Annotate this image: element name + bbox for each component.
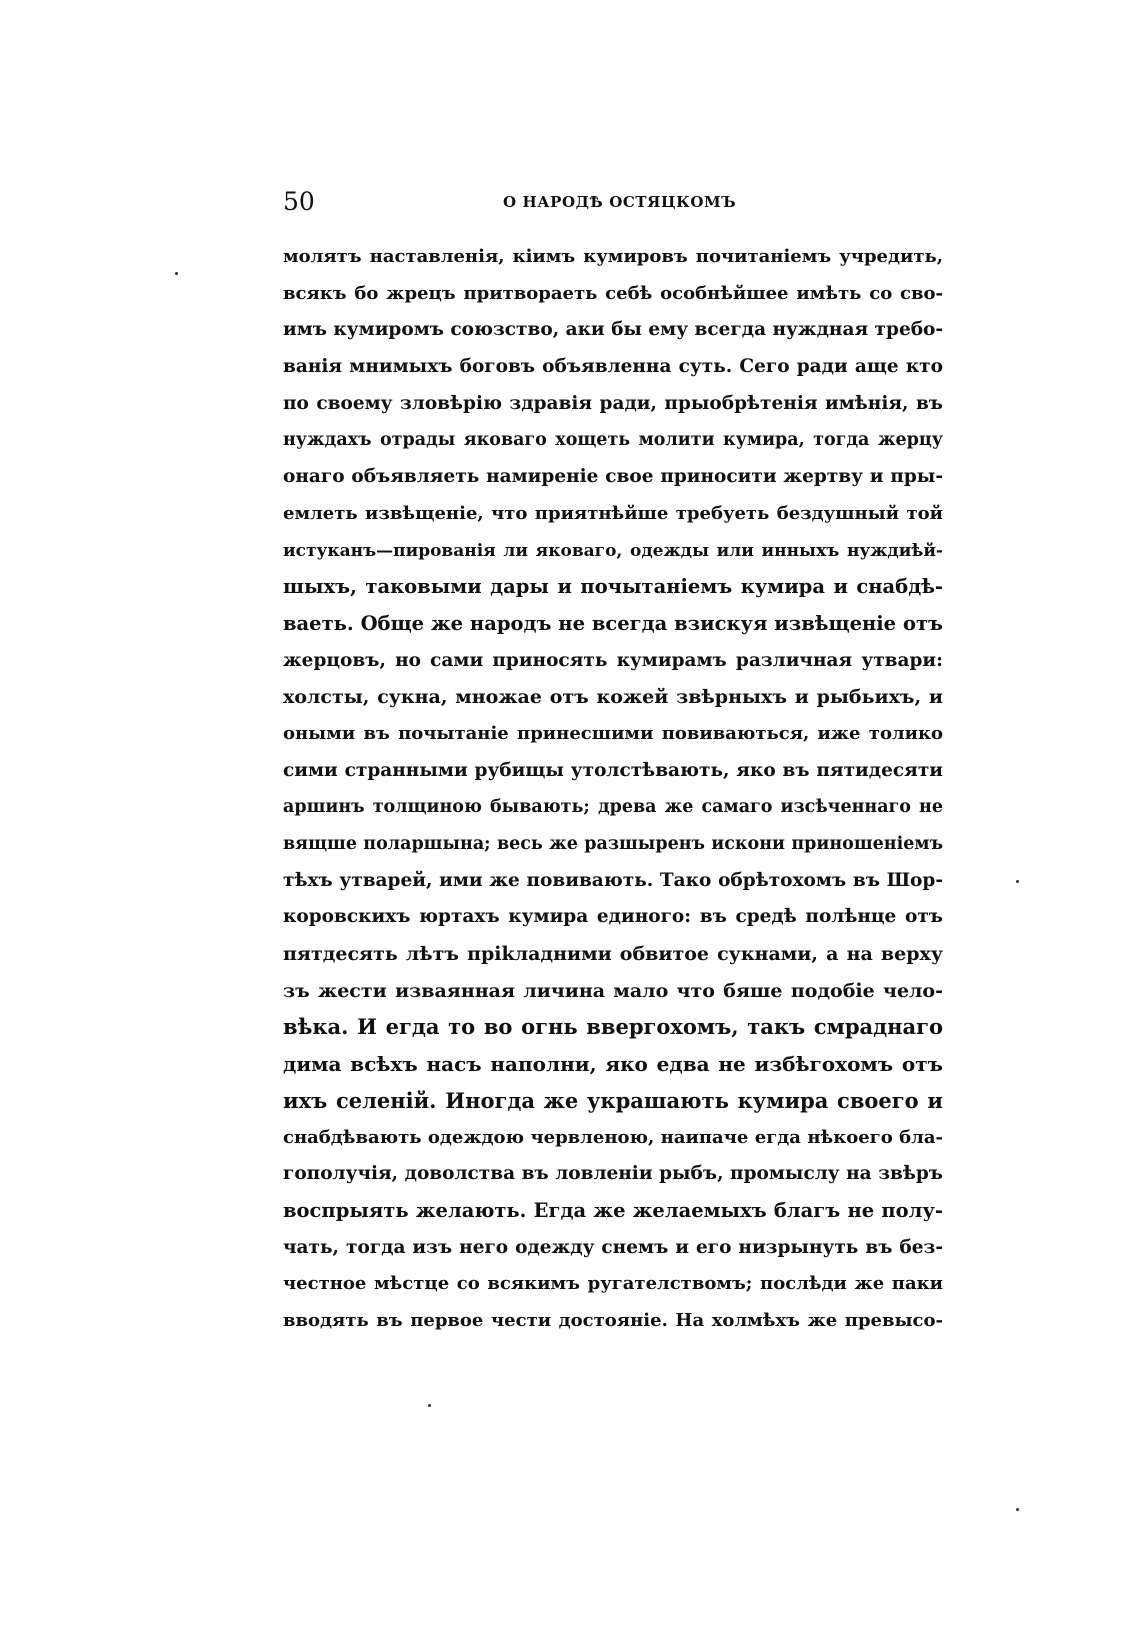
text-line: ванія мнимыхъ боговъ объявленна суть. Сего ради аще кто — [283, 356, 943, 378]
text-line: воспрыять желають. Егда же желаемыхъ благъ не полу- — [283, 1198, 943, 1222]
text-line: гополучія, доволства въ ловленіи рыбъ, промыслу на звѣръ — [283, 1163, 943, 1185]
text-line: емлеть извѣщеніе, что приятнѣйше требуеть бездушный той — [283, 502, 943, 524]
page-number: 50 — [283, 187, 315, 216]
text-line: вводять въ первое чести достояніе. На холмѣхъ же превысо- — [283, 1309, 943, 1331]
text-line: всякъ бо жрецъ притвораеть себѣ особнѣйшее имѣть со сво- — [283, 282, 943, 304]
text-line: имъ кумиромъ союзство, аки бы ему всегда нуждная требо- — [283, 319, 944, 341]
text-line: шыхъ, таковыми дары и почытаніемъ кумира и снабдѣ- — [283, 575, 943, 599]
scan-speck — [428, 1404, 431, 1407]
text-line: чать, тогда изъ него одежду снемъ и его низрынуть въ без- — [283, 1236, 943, 1258]
text-line: честное мѣстце со всякимъ ругателствомъ; послѣди же паки — [283, 1273, 943, 1295]
text-line: тѣхъ утварей, ими же повивають. Тако обрѣтохомъ въ Шор- — [283, 869, 943, 891]
text-line: оными въ почытаніе принесшими повиваються, иже толико — [283, 722, 943, 744]
text-line: пятдесять лѣтъ пріkладними обвитое сукнами, а на верху — [283, 943, 943, 966]
text-line: сими странными рубищы утолстѣвають, яко въ пятидесяти — [283, 759, 943, 781]
body-text — [283, 239, 943, 1340]
scan-speck — [175, 272, 178, 275]
text-line: онаго объявляеть намиреніе свое приносити жертву и пры- — [283, 466, 943, 488]
text-line: аршинъ толщиною бывають; древа же самаго изсѣченнаго не — [283, 797, 943, 818]
text-line: жерцовъ, но сами приносять кумирамъ различная утвари: — [283, 649, 943, 671]
scan-speck — [1016, 880, 1019, 883]
running-title: О НАРОДѢ ОСТЯЦКОМЪ — [503, 193, 737, 211]
text-line: холсты, сукна, множае отъ кожей звѣрныхъ и рыбьихъ, и — [283, 686, 943, 709]
text-line: ваеть. Обще же народъ не всегда взискуя извѣщеніе отъ — [283, 611, 943, 635]
text-line: снабдѣвають одеждою червленою, наипаче егда нѣкоего бла- — [283, 1126, 943, 1148]
text-line: зъ жести изваянная личина мало что бяше подобіе чело- — [283, 979, 943, 1002]
text-line: ихъ селеній. Иногда же украшають кумира своего и — [283, 1087, 943, 1113]
text-line: по своему зловѣрію здравія ради, прыобрѣтенія имѣнія, въ — [283, 392, 943, 414]
text-line: вящше поларшына; весь же разшыренъ искони приношеніемъ — [283, 834, 943, 854]
text-line: молятъ наставленія, кіимъ кумировъ почитаніемъ учредить, — [283, 246, 943, 267]
running-head — [283, 186, 943, 218]
text-line: истуканъ—пированія ли яковаго, одежды или инныхъ нуждиѣй- — [283, 540, 943, 561]
text-line: нуждахъ отрады яковаго хощеть молити кумира, тогда жерцу — [283, 430, 943, 451]
text-line: коровскихъ юртахъ кумира единого: въ средѣ полѣнце отъ — [283, 906, 943, 928]
text-line: вѣка. И егда то во огнь ввергохомъ, такъ смраднаго — [283, 1014, 943, 1040]
scan-speck — [1016, 1508, 1019, 1511]
text-line: дима всѣхъ насъ наполни, яко едва не избѣгохомъ отъ — [283, 1052, 943, 1077]
